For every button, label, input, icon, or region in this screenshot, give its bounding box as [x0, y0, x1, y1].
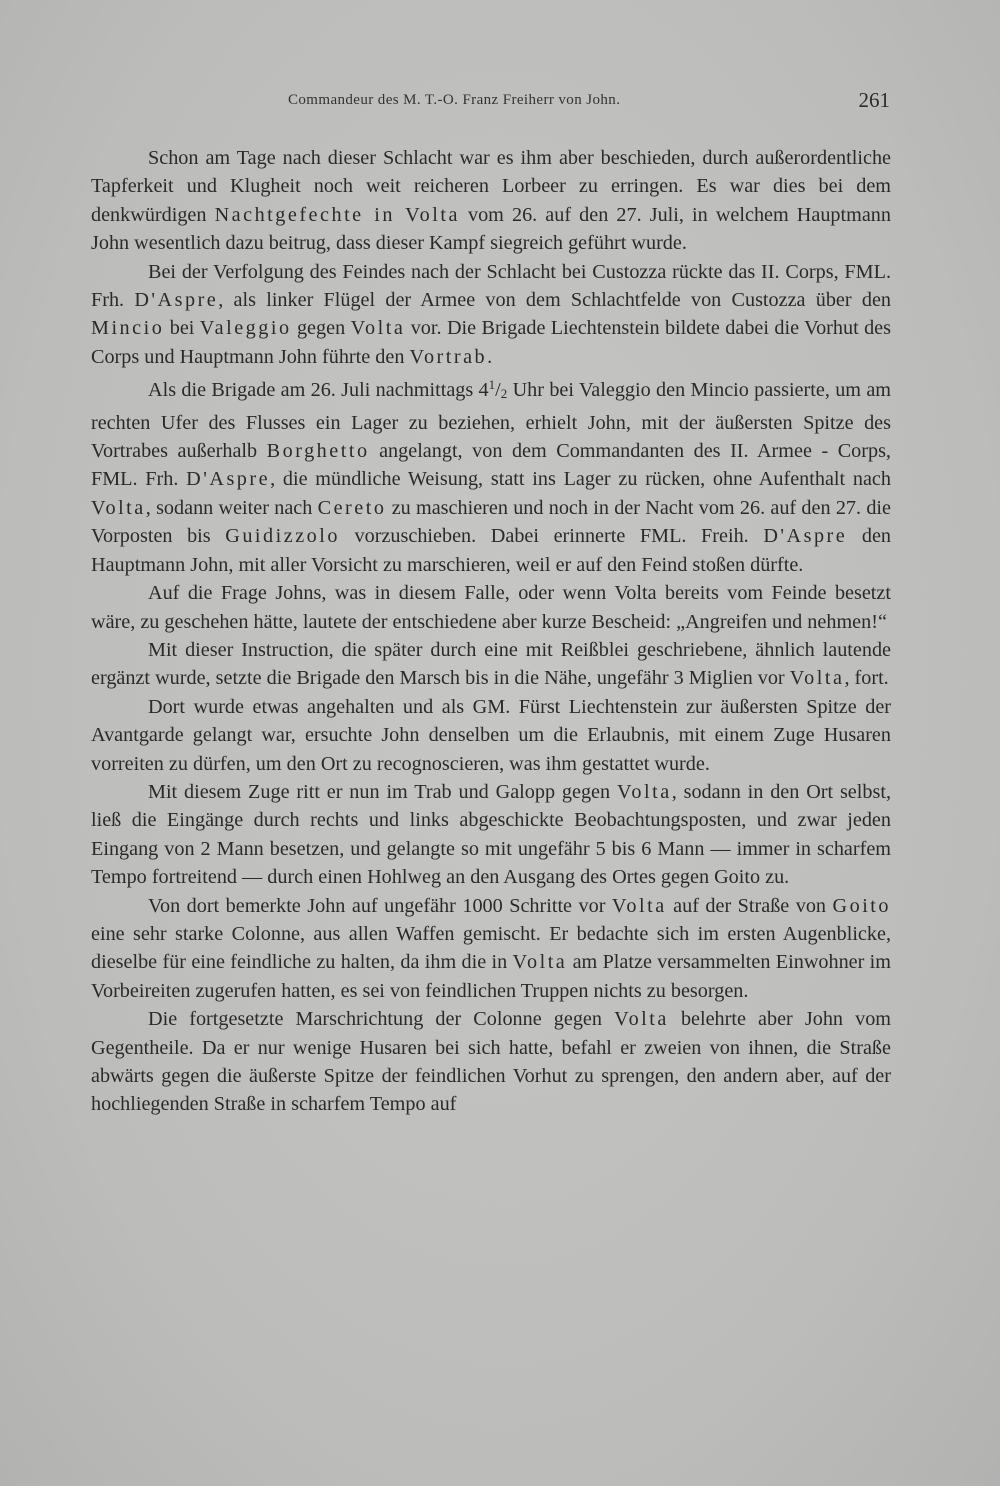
spaced-name: Volta — [789, 667, 845, 690]
paragraph-6: Dort wurde etwas angehalten und als GM. Fürst Liechtenstein zur äußersten Spitze der Avantgarde gelangt war, ersuchte John denselben um die Erlaubnis, mit einem Zuge Husaren vorreiten zu dürfen, um den Ort zu recognoscieren, was ihm gestattet wurde. — [91, 695, 891, 775]
paragraph-4: Auf die Frage Johns, was in diesem Falle, oder wenn Volta bereits vom Feinde besetzt wäre, zu geschehen hätte, lautete der entschiedene aber kurze Bescheid: „Angreifen und nehmen!“ — [91, 582, 891, 633]
spaced-name: Mincio — [91, 317, 165, 340]
running-title: Commandeur des M. T.-O. Franz Freiherr von John. — [288, 92, 621, 108]
paragraph-7: Mit diesem Zuge ritt er nun im Trab und Galopp gegen Volta, sodann in den Ort selbst, ließ die Eingänge durch rechts und links abgeschickte Beobachtungsposten, und zwar jeden Eingang von 2 Mann besetzen, und gelangte so mit ungefähr 5 bis 6 Mann — immer in scharfem Tempo fortreitend — durch einen Hohlweg an den Ausgang des Ortes gegen Goito zu. — [91, 780, 891, 889]
spaced-name: Borghetto — [266, 440, 370, 463]
paragraph-3: Als die Brigade am 26. Juli nachmittags $4^1/2$ Uhr bei Valeggio den Mincio passierte, um am rechten Ufer des Flusses ein Lager zu beziehen, erhielt John, mit der äußersten Spitze des Vortrabes außerhalb Borghetto angelangt, von dem Commandanten des II. Armee - Corps, FML. Frh. D'Aspre, die mündliche Weisung, statt ins Lager zu rücken, ohne Aufenthalt nach Volta, sodann weiter nach Cereto zu maschieren und noch in der Nacht vom 26. auf den 27. die Vorposten bis Guidizzolo vorzuschieben. Dabei erinnerte FML. Freih. D'Aspre den Hauptmann John, mit aller Vorsicht zu marschieren, weil er auf den Feind stoßen dürfte. — [91, 377, 891, 576]
paragraph-1: Schon am Tage nach dieser Schlacht war es ihm aber beschieden, durch außerordentliche Tapferkeit und Klugheit noch weit reicheren Lorbeer zu erringen. Es war dies bei dem denkwürdigen Nachtgefechte in Volta vom 26. auf den 27. Juli, in welchem Hauptmann John wesentlich dazu beitrug, dass dieser Kampf siegreich geführt wurde. — [91, 147, 891, 255]
spaced-name: D'Aspre — [186, 468, 271, 491]
spaced-name: Volta — [91, 496, 146, 519]
spaced-name: Volta — [614, 1008, 669, 1031]
spaced-name: Volta — [611, 894, 667, 917]
paragraph-2: Bei der Verfolgung des Feindes nach der Schlacht bei Custozza rückte das II. Corps, FML. Frh. D'Aspre, als linker Flügel der Armee von dem Schlachtfelde von Custozza über den Mincio bei Valeggio gegen Volta vor. Die Brigade Liechtenstein bildete dabei die Vorhut des Corps und Hauptmann John führte den Vortrab. — [91, 260, 891, 368]
fraction-slash: / — [495, 379, 501, 402]
paragraph-9: Die fortgesetzte Marschrichtung der Colonne gegen Volta belehrte aber John vom Gegentheile. Da er nur wenige Husaren bei sich hatte, befahl er zweien von ihnen, die Straße abwärts gegen die äußerste Spitze der feindlichen Vorhut zu sprengen, den andern aber, auf der hochliegenden Straße in scharfem Tempo auf — [91, 1008, 891, 1116]
page-number: 261 — [858, 88, 890, 112]
spaced-name: D'Aspre — [763, 525, 848, 548]
spaced-term: Vortrab — [409, 345, 488, 368]
body-text — [91, 144, 891, 1119]
paragraph-5: Mit dieser Instruction, die später durch eine mit Reißblei geschriebene, ähnlich lautende ergänzt wurde, setzte die Brigade den Marsch bis in die Nähe, ungefähr 3 Miglien vor Volta, fort. — [91, 638, 891, 690]
paragraph-8: Von dort bemerkte John auf ungefähr 1000 Schritte vor Volta auf der Straße von Goito eine sehr starke Colonne, aus allen Waffen gemischt. Er bedachte sich im ersten Augenblicke, dieselbe für eine feindliche zu halten, da ihm die in Volta am Platze versammelten Einwohner im Vorbeireiten zugerufen hatten, es sei von feindlichen Truppen nichts zu besorgen. — [91, 894, 891, 1002]
page-header — [288, 88, 890, 118]
spaced-name: Guidizzolo — [225, 525, 340, 548]
spaced-name: Volta — [512, 951, 568, 974]
spaced-name: Volta — [616, 780, 672, 803]
spaced-name: Goito — [832, 894, 891, 917]
spaced-name: Volta — [350, 317, 406, 340]
spaced-name: Cereto — [317, 496, 387, 519]
spaced-term: Nachtgefechte in Volta — [214, 203, 460, 226]
spaced-name: Valeggio — [199, 317, 292, 340]
fraction-numerator: 1 — [488, 377, 496, 393]
fraction-denominator: 2 — [500, 386, 508, 402]
spaced-name: D'Aspre — [134, 289, 219, 312]
